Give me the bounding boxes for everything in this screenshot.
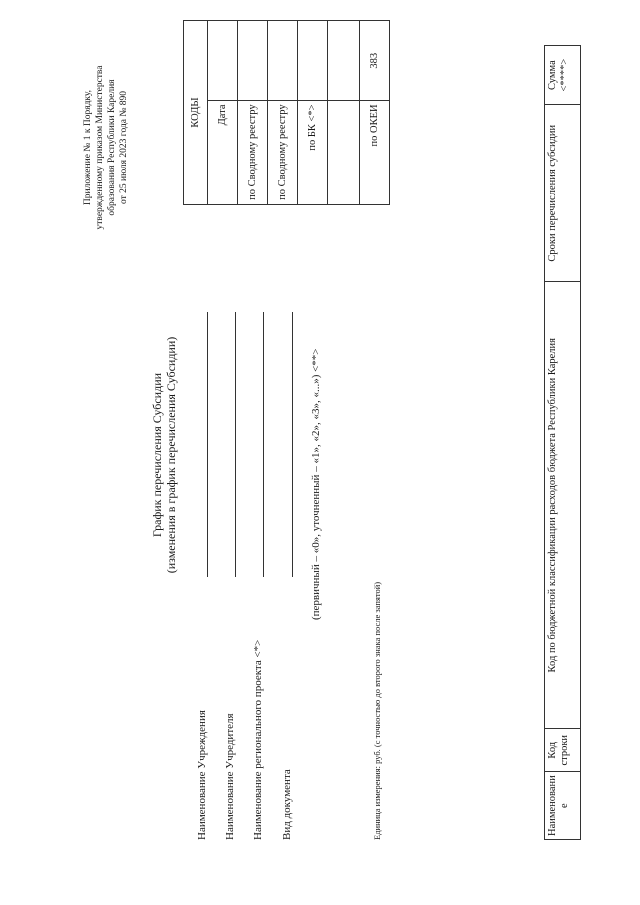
title-line: График перечисления Субсидии (150, 372, 164, 538)
codes-row-value (208, 21, 238, 101)
project-line (263, 312, 264, 577)
codes-row-label (328, 101, 360, 205)
subsidy-schedule-table (544, 45, 581, 840)
codes-header: КОДЫ (184, 21, 208, 205)
codes-row-value (328, 21, 360, 101)
founder-line (235, 312, 236, 577)
codes-row-label: по Сводному реестру (268, 101, 298, 205)
codes-row-label: по ОКЕИ (360, 101, 390, 205)
header-name: Наименовани е (545, 772, 581, 840)
header-line-code: Код строки (545, 729, 581, 772)
appendix-line: Приложение № 1 к Порядку, (83, 89, 93, 206)
appendix-line: образования Республики Карелия (107, 79, 117, 216)
institution-label: Наименование Учреждения (196, 710, 208, 840)
doc-type-line (292, 312, 293, 577)
codes-row-value: 383 (360, 21, 390, 101)
header-budget-code: Код по бюджетной классификации расходов бюджета Республики Карелия (545, 282, 581, 729)
institution-line (207, 312, 208, 577)
codes-row-value (268, 21, 298, 101)
header-sum: Сумма <****> (545, 46, 581, 105)
codes-row-value (298, 21, 328, 101)
doc-type-note: (первичный – «0», уточненный – «1», «2», «3», «...») <**> (310, 348, 322, 620)
appendix-line: утвержденному приказом Министерства (95, 65, 105, 230)
codes-table (183, 20, 390, 205)
codes-row-label: Дата (208, 101, 238, 205)
doc-type-label: Вид документа (281, 769, 293, 840)
appendix-block (82, 30, 130, 265)
codes-row-value (238, 21, 268, 101)
header-terms: Сроки перечисления субсидии (545, 105, 581, 282)
document-title (150, 275, 178, 635)
unit-label: Единица измерения: руб. (с точностью до второго знака после запятой) (372, 581, 382, 840)
project-label: Наименование регионального проекта <*> (252, 639, 264, 840)
codes-row-label: по Сводному реестру (238, 101, 268, 205)
title-line: (изменения в график перечисления Субсидии) (164, 336, 178, 574)
codes-row-label: по БК <*> (298, 101, 328, 205)
founder-label: Наименование Учредителя (224, 713, 236, 840)
appendix-line: от 25 июля 2023 года № 890 (119, 90, 129, 205)
